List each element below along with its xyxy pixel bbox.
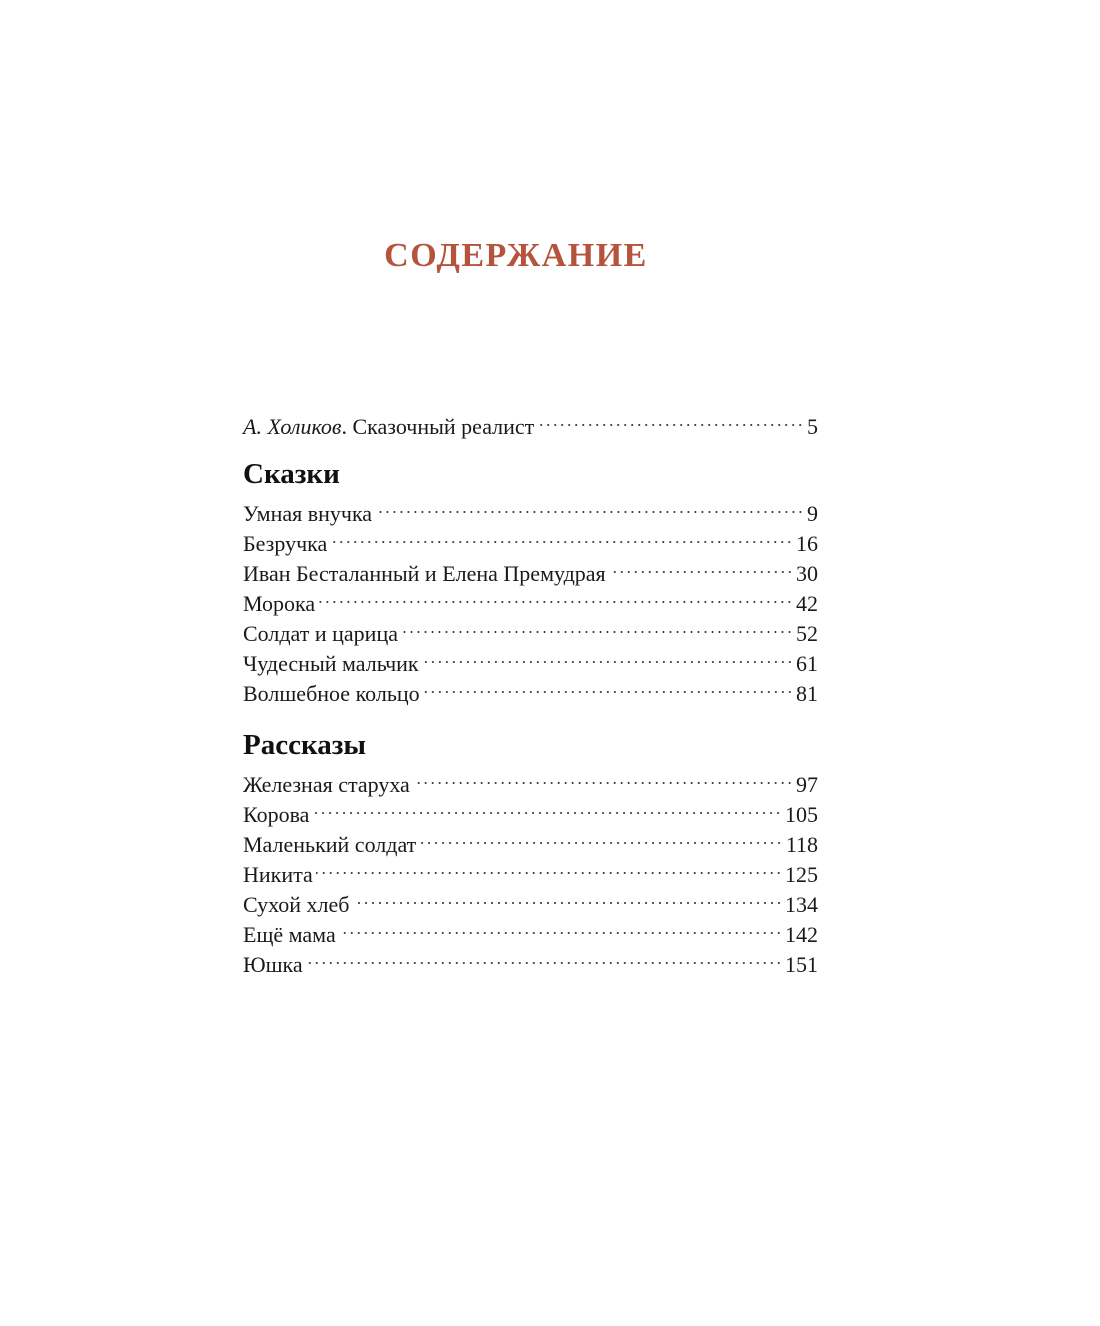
toc-entry-title: Железная старуха	[243, 772, 410, 797]
toc-entry-title: Корова	[243, 802, 310, 827]
toc-entry-page: 97	[796, 772, 818, 797]
toc-entry-page: 5	[807, 414, 818, 439]
dot-leader	[339, 912, 782, 942]
toc-entry-title: Безручка	[243, 531, 328, 556]
dot-leader	[316, 852, 782, 882]
toc-entry-page: 134	[785, 892, 818, 917]
toc-entry-title: Маленький солдат	[243, 832, 417, 857]
toc-entry-page: 42	[796, 591, 818, 616]
toc-entry-page: 61	[796, 651, 818, 676]
toc-entry[interactable]	[243, 491, 818, 526]
toc-entry[interactable]	[243, 792, 818, 827]
toc-entry-page: 52	[796, 621, 818, 646]
toc-entry[interactable]	[243, 581, 818, 616]
toc-entry-title: Сухой хлеб	[243, 892, 350, 917]
dot-leader	[318, 581, 793, 611]
table-of-contents	[243, 404, 818, 977]
toc-entry-title: Никита	[243, 862, 313, 887]
toc-entry-author: А. Холиков	[243, 414, 342, 439]
section-heading: Сказки	[243, 458, 340, 490]
page-title: СОДЕРЖАНИЕ	[384, 236, 648, 274]
dot-leader	[422, 641, 793, 671]
section-heading: Рассказы	[243, 729, 367, 761]
toc-entry-page: 105	[785, 802, 818, 827]
toc-entry-title: Волшебное кольцо	[243, 681, 420, 706]
toc-entry-title: Ещё мама	[243, 922, 336, 947]
toc-entry-page: 30	[796, 561, 818, 586]
toc-entry[interactable]	[243, 822, 818, 857]
toc-entry-separator: .	[341, 414, 353, 439]
dot-leader	[353, 882, 783, 912]
toc-entry[interactable]	[243, 611, 818, 646]
dot-leader	[537, 404, 804, 434]
toc-entry-page: 142	[785, 922, 818, 947]
dot-leader	[306, 942, 782, 972]
dot-leader	[330, 521, 793, 551]
toc-entry-title: Солдат и царица	[243, 621, 398, 646]
toc-entry-title: Юшка	[243, 952, 303, 977]
toc-entry-title: Чудесный мальчик	[243, 651, 419, 676]
toc-entry-title: Иван Бесталанный и Елена Премудрая	[243, 561, 606, 586]
toc-entry-page: 9	[807, 501, 818, 526]
toc-entry-page: 125	[785, 862, 818, 887]
toc-entry-title-text: Сказочный реалист	[352, 414, 535, 439]
toc-entry-page: 151	[785, 952, 818, 977]
toc-entry-page: 16	[796, 531, 818, 556]
section-rasskazy	[243, 728, 818, 977]
toc-entry-page: 81	[796, 681, 818, 706]
toc-entry[interactable]	[243, 551, 818, 586]
toc-entry[interactable]	[243, 852, 818, 887]
toc-entry-intro[interactable]	[243, 404, 818, 439]
dot-leader	[413, 762, 793, 792]
dot-leader	[375, 491, 804, 521]
dot-leader	[401, 611, 793, 641]
section-skazki	[243, 457, 818, 706]
toc-entry-title: Морока	[243, 591, 316, 616]
toc-entry-title	[243, 412, 534, 442]
dot-leader	[423, 671, 793, 701]
toc-entry[interactable]	[243, 942, 818, 977]
dot-leader	[312, 792, 782, 822]
dot-leader	[609, 551, 793, 581]
toc-entry[interactable]	[243, 882, 818, 917]
toc-entry-page: 118	[785, 832, 818, 857]
toc-entry[interactable]	[243, 762, 818, 797]
toc-entry-title: Умная внучка	[243, 501, 373, 526]
dot-leader	[419, 822, 783, 852]
